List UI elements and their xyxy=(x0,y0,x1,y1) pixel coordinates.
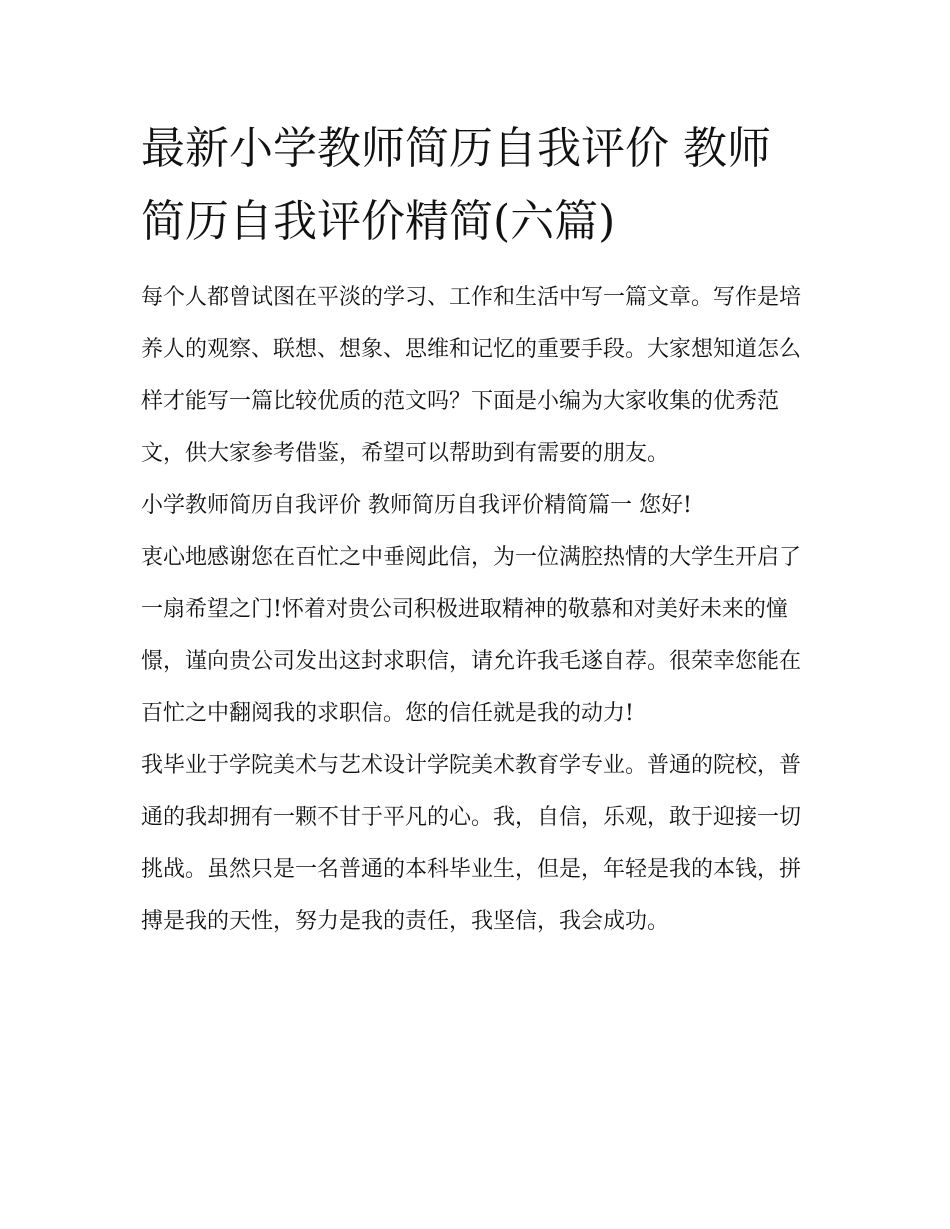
section-heading-paragraph: 小学教师简历自我评价 教师简历自我评价精简篇一 您好! xyxy=(141,493,692,518)
document-title: 最新小学教师简历自我评价 教师简历自我评价精简(六篇) xyxy=(141,123,771,247)
intro-paragraph: 每个人都曾试图在平淡的学习、工作和生活中写一篇文章。写作是培养人的观察、联想、想象、思维和记忆的重要手段。大家想知道怎么样才能写一篇比较优质的范文吗？下面是小编为大家收集的优秀范文，供大家参考借鉴，希望可以帮助到有需要的朋友。 xyxy=(141,285,802,466)
document-body xyxy=(141,272,813,948)
background-paragraph: 我毕业于学院美术与艺术设计学院美术教育学专业。普通的院校，普通的我却拥有一颗不甘于平凡的心。我，自信，乐观，敢于迎接一切挑战。虽然只是一名普通的本科毕业生，但是，年轻是我的本钱，拼搏是我的天性，努力是我的责任，我坚信，我会成功。 xyxy=(141,753,802,934)
thanks-paragraph: 衷心地感谢您在百忙之中垂阅此信，为一位满腔热情的大学生开启了一扇希望之门!怀着对贵公司积极进取精神的敬慕和对美好未来的憧憬，谨向贵公司发出这封求职信，请允许我毛遂自荐。很荣幸您能在百忙之中翻阅我的求职信。您的信任就是我的动力! xyxy=(141,545,802,726)
document-content xyxy=(141,112,813,948)
